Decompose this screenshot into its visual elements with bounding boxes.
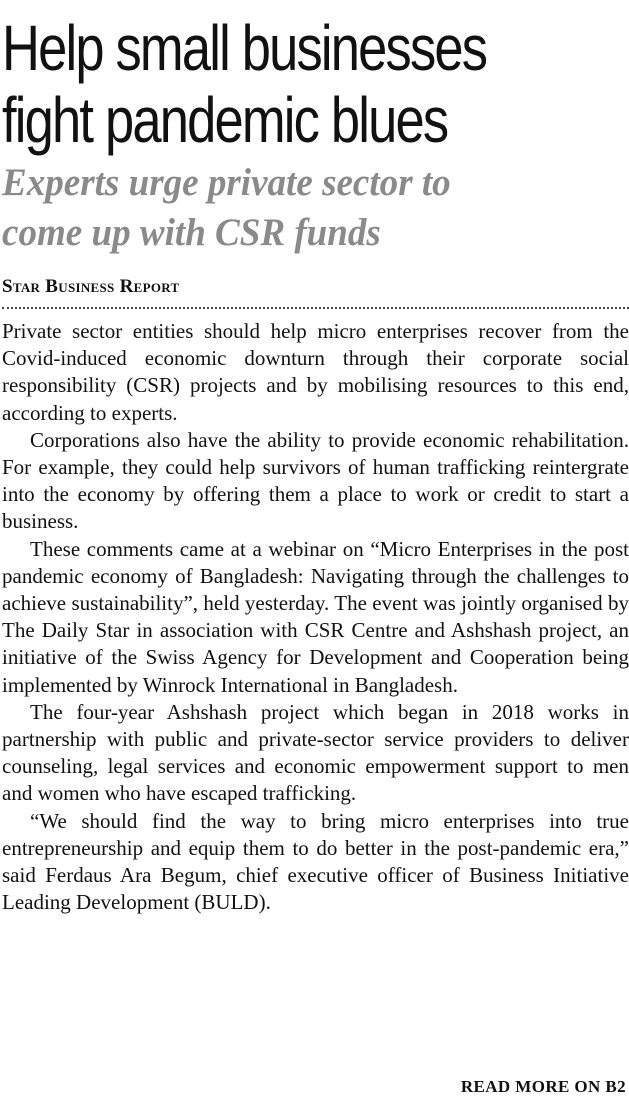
subheadline — [2, 158, 620, 258]
paragraph-2: Corporations also have the ability to provide economic rehabilitation. For example, they could help survivors of human trafficking reintergrate into the economy by offering them a place to work or credit to start a business. — [2, 427, 629, 534]
dotted-divider — [2, 307, 629, 309]
paragraph-1: Private sector entities should help micro enterprises recover from the Covid-induced economic downturn through their corporate social responsibility (CSR) projects and by mobilising resources to this end, according to experts. — [2, 319, 629, 425]
read-more-link[interactable]: READ MORE ON B2 — [460, 1077, 626, 1096]
paragraph-5: “We should find the way to bring micro enterprises into true entrepreneurship and equip them to do better in the post-pandemic era,” said Ferdaus Ara Begum, chief executive officer of Business Initiative Leading Development (BULD). — [2, 808, 629, 915]
headline-line-2: fight pandemic blues — [2, 84, 448, 156]
subheadline-line-2: come up with CSR funds — [2, 211, 381, 254]
subheadline-line-1: Experts urge private sector to — [2, 161, 451, 204]
paragraph-4: The four-year Ashshash project which began in 2018 works in partnership with public and private-sector service providers to deliver counseling, legal services and economic empowerment support to men and women who have escaped trafficking. — [2, 699, 629, 806]
headline-line-1: Help small businesses — [2, 12, 487, 84]
headline — [2, 12, 629, 156]
article-body — [2, 318, 629, 916]
paragraph-3: These comments came at a webinar on “Micro Enterprises in the post pandemic economy of Bangladesh: Navigating through the challenges to achieve sustainability”, held yesterday. The event was jointly organised by The Daily Star in association with CSR Centre and Ashshash project, an initiative of the Swiss Agency for Development and Cooperation being implemented by Winrock International in Bangladesh. — [2, 536, 629, 697]
byline: Star Business Report — [2, 276, 180, 297]
